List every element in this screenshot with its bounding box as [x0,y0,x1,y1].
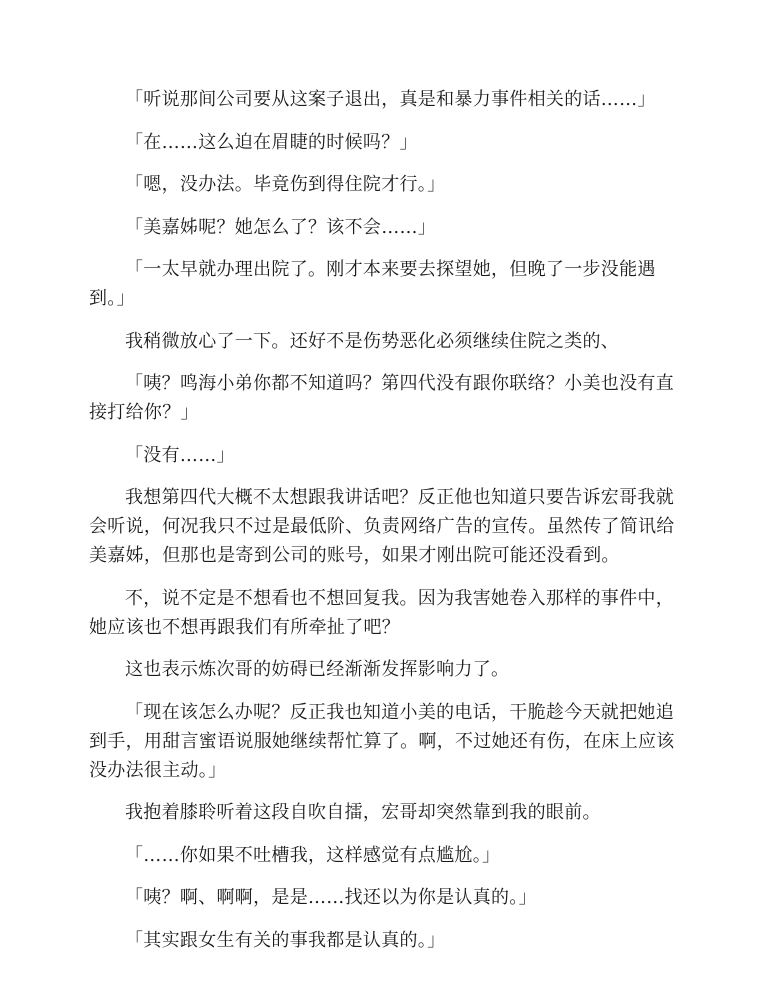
paragraph: 不，说不定是不想看也不想回复我。因为我害她卷入那样的事件中，她应该也不想再跟我们有所牵扯了吧？ [89,587,674,638]
paragraph: 我抱着膝聆听着这段自吹自擂，宏哥却突然靠到我的眼前。 [125,802,601,823]
paragraph: 「其实跟女生有关的事我都是认真的。」 [125,929,446,951]
paragraph: 这也表示炼次哥的妨碍已经渐渐发挥影响力了。 [125,659,510,680]
paragraph: 「一太早就办理出院了。刚才本来要去探望她，但晚了一步没能遇到。」 [89,259,656,309]
paragraph: 「嗯，没办法。毕竟伤到得住院才行。」 [125,174,446,195]
body-text [89,85,685,968]
paragraph: 「现在该怎么办呢？反正我也知道小美的电话，干脆趁今天就把她追到手，用甜言蜜语说服她继续帮忙算了。啊，不过她还有伤，在床上应该没办法很主动。」 [89,701,675,781]
paragraph: 「咦？啊、啊啊，是是……找还以为你是认真的。」 [125,887,537,908]
paragraph: 「听说那间公司要从这案子退出，真是和暴力事件相关的话……」 [125,89,656,110]
paragraph: 「……你如果不吐槽我，这样感觉有点尴尬。」 [125,844,501,866]
paragraph: 「美嘉姊呢？她怎么了？该不会……」 [125,216,437,238]
paragraph: 我稍微放心了一下。还好不是伤势恶化必须继续住院之类的、 [125,330,620,352]
paragraph: 「咦？鸣海小弟你都不知道吗？第四代没有跟你联络？小美也没有直接打给你？」 [89,373,674,423]
paragraph: 「在……这么迫在眉睫的时候吗？」 [125,131,418,153]
paragraph: 「没有……」 [125,444,235,466]
paragraph: 我想第四代大概不太想跟我讲话吧？反正他也知道只要告诉宏哥我就会听说，何况我只不过是最低阶、负责网络广告的宣传。虽然传了简讯给美嘉姊，但那也是寄到公司的账号，如果才刚出院可能还没看到。 [89,487,675,566]
